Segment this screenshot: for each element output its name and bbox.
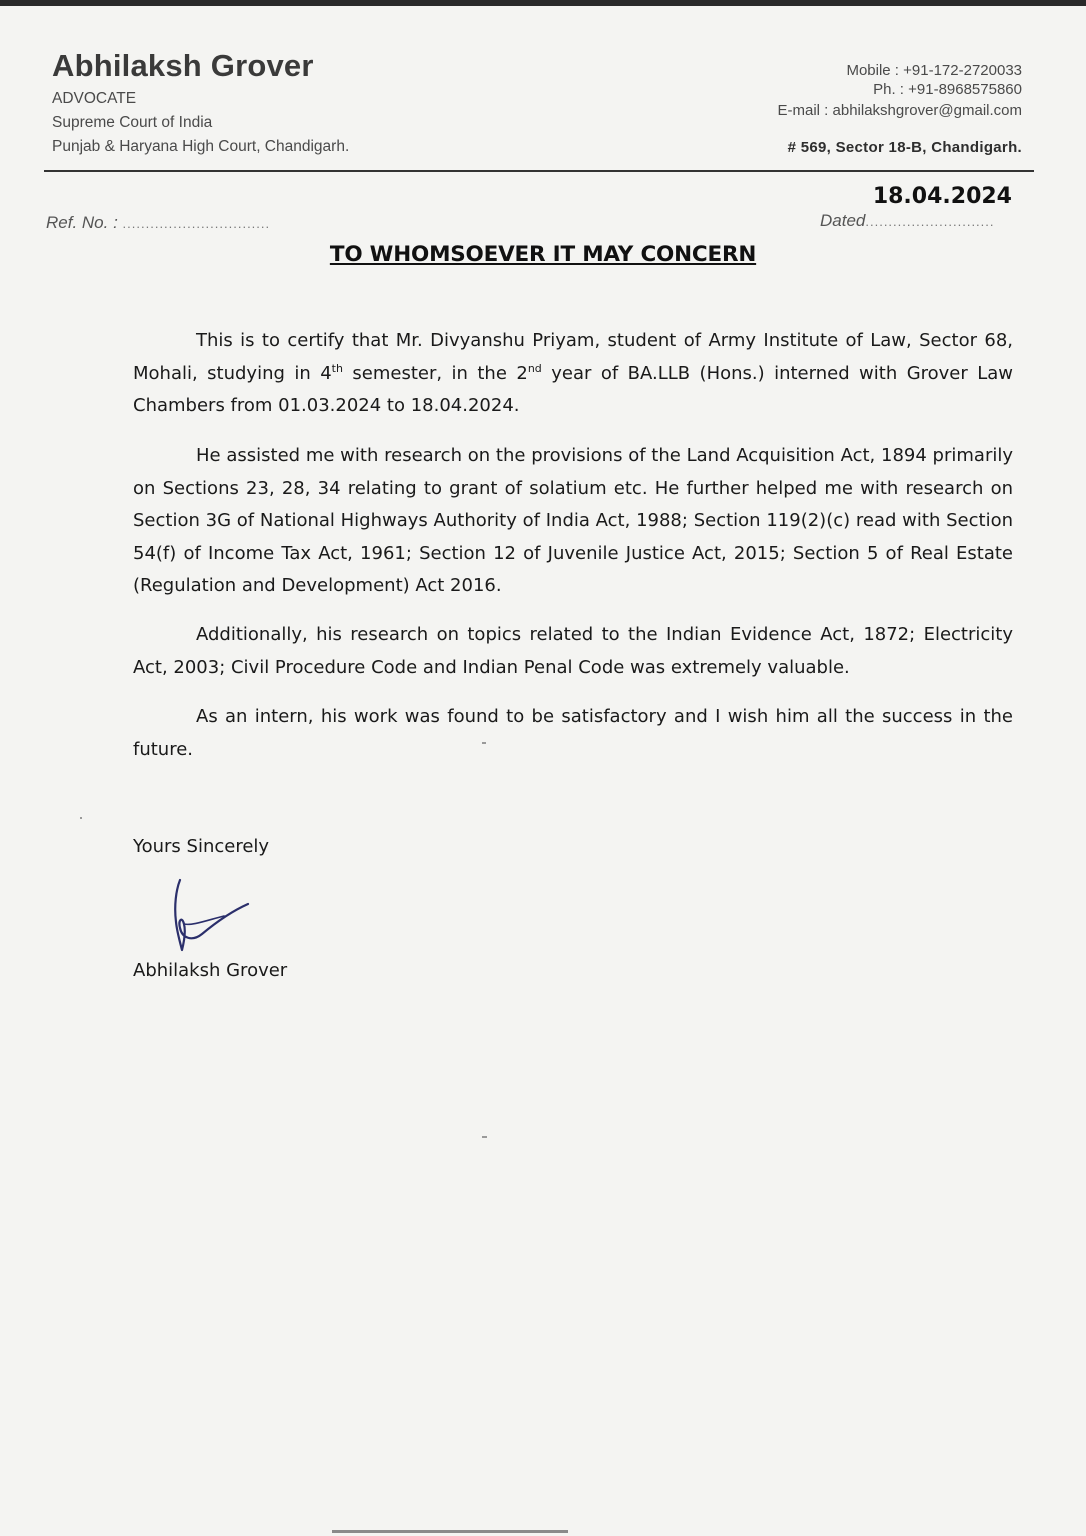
scan-speck (80, 817, 82, 819)
letterhead-phone: Ph. : +91-8968575860 (873, 81, 1022, 98)
signature (168, 876, 258, 956)
scan-speck (482, 742, 486, 744)
letterhead-divider (44, 170, 1034, 172)
paragraph-3 (133, 619, 1013, 684)
dated-dots: ............................ (865, 214, 995, 229)
scan-top-edge (0, 0, 1086, 6)
paragraph-2-text: He assisted me with research on the provisions of the Land Acquisition Act, 1894 primarily on Sections 23, 28, 34 relating to grant of solatium etc. He further helped me with research on Section 3G of National Highways Authority of India Act, 1988; Section 119(2)(c) read with Section 54(f) of Income Tax Act, 1961; Section 12 of Juvenile Justice Act, 2015; Section 5 of Real Estate (Regulation and Development) Act 2016. (133, 445, 1013, 597)
dated-field (820, 211, 995, 231)
reference-dots: ................................ (122, 216, 271, 231)
page-title: TO WHOMSOEVER IT MAY CONCERN (329, 242, 757, 267)
paragraph-1 (133, 325, 1013, 423)
paragraph-1-part-c: year of BA.LLB (Hons.) interned with Grover Law Chambers from 01.03.2024 to 18.04.2024. (133, 362, 1014, 417)
letterhead-court-2: Punjab & Haryana High Court, Chandigarh. (52, 138, 350, 155)
paragraph-1-part-a: This is to certify that Mr. Divyanshu Priyam, student of Army Institute of Law, Sector 68, Mohali, studying in 4 (133, 330, 1013, 384)
paragraph-3-text: Additionally, his research on topics related to the Indian Evidence Act, 1872; Electricity Act, 2003; Civil Procedure Code and Indian Penal Code was extremely valuable. (133, 624, 1013, 678)
reference-number (46, 213, 270, 233)
dated-label: Dated (820, 211, 866, 230)
scan-bottom-mark (332, 1530, 568, 1533)
signatory-name: Abhilaksh Grover (133, 960, 288, 981)
paragraph-2 (133, 440, 1013, 603)
paragraph-1-part-b: semester, in the 2 (342, 362, 528, 384)
superscript-th: th (331, 361, 343, 375)
letterhead-court-1: Supreme Court of India (52, 114, 213, 131)
letterhead-email: E-mail : abhilakshgrover@gmail.com (777, 102, 1022, 119)
letterhead-title: ADVOCATE (52, 90, 137, 107)
paragraph-4-text: As an intern, his work was found to be satisfactory and I wish him all the success in the future. (133, 706, 1013, 760)
superscript-nd: nd (527, 361, 542, 375)
letterhead-mobile: Mobile : +91-172-2720033 (846, 62, 1022, 79)
paragraph-4 (133, 701, 1013, 766)
letterhead-address: # 569, Sector 18-B, Chandigarh. (787, 139, 1022, 156)
scan-speck (482, 1136, 487, 1138)
closing-salutation: Yours Sincerely (133, 836, 270, 857)
letter-date: 18.04.2024 (872, 184, 1012, 209)
letterhead-name: Abhilaksh Grover (52, 48, 314, 83)
reference-label: Ref. No. : (46, 213, 118, 232)
